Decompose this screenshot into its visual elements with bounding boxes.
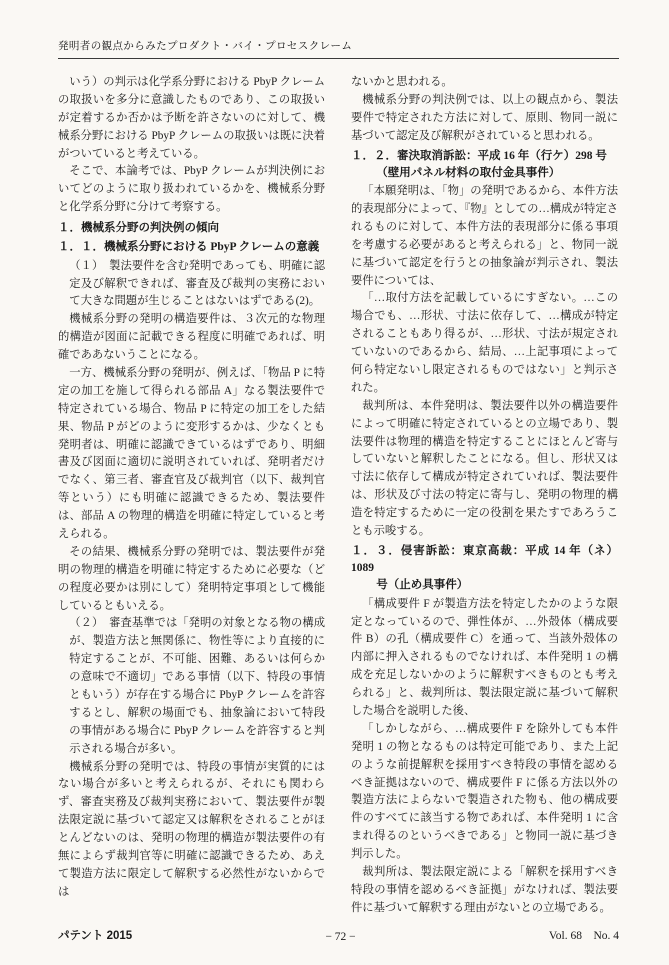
footer-volume-issue: Vol. 68 No. 4 <box>548 930 619 942</box>
subsection-heading-line1: １．２．審決取消訴訟：平成 16 年（行ケ）298 号 <box>351 149 607 162</box>
right-column <box>351 74 618 919</box>
paragraph: 「…取付方法を記載しているにすぎない。…この場合でも、…形状、寸法に依存して、…構成が特定されることもあり得るが、…形状、寸法が規定されていないのであるから、結局、…上記事項によって何ら特定ないし限定されるものではない」と判示された。 <box>351 292 618 394</box>
page-number: − 72 − <box>325 931 356 943</box>
subsection-heading-line2: （壁用パネル材料の取付金具事件） <box>376 166 561 179</box>
two-column-body <box>58 74 619 919</box>
paragraph: 機械系分野の判決例では、以上の観点から、製法要件で特定された方法に対して、原則、物同一説に基づいて認定及び解釈がされていると思われる。 <box>351 93 618 142</box>
left-column <box>58 74 325 919</box>
paragraph: そこで、本論考では、PbyP クレームが判決例においてどのように取り扱われているかを、機械系分野と化学系分野に分けて考察する。 <box>58 165 325 214</box>
paragraph: 裁判所は、製法限定説による「解釈を採用すべき特段の事情を認めるべき証拠」がなければ、製法要件に基づいて解釈する理由がないとの立場である。 <box>351 865 618 914</box>
page-content <box>58 38 619 935</box>
paragraph: （２） 審査基準では「発明の対象となる物の構成が、製造方法と無関係に、物性等により直接的に特定することが、不可能、困難、あるいは何らかの意味で不適切」である事情（以下、特段の事情ともいう）が存在する場合に PbyP クレームを許容するとし、解釈の場面でも、抽象論において特段の事情がある場合に PbyP クレームを許容すると判示される場合が多い。 <box>69 617 325 755</box>
subsection-heading <box>351 543 618 595</box>
subsection-heading-line2: 号（止め具事件） <box>376 579 469 592</box>
section-heading: １．機械系分野の判決例の傾向 <box>58 222 219 235</box>
paragraph: 「構成要件 F が製造方法を特定したかのような限定となっているので、弾性体が、…外殻体（構成要件 B）の孔（構成要件 C）を通って、当該外殻体の内部に押入されるものでなければ、本件発明 1 の構成を充足しないかのように解釈すべきものとも考えられる」と、裁判所は、製法限定説に基づいて解釈した場合を説明した後、 <box>351 597 618 717</box>
page-footer <box>58 927 619 943</box>
paragraph: 「本願発明は、「物」の発明であるから、本件方法的表現部分によって、『物』としての…構成が特定されるものに対して、本件方法的表現部分に係る事項を考慮する必要があると考えられる」と、物同一説に基づいて認定を行うとの抽象論が判示され、製法要件については、 <box>351 185 618 287</box>
subsection-heading <box>351 148 618 183</box>
paragraph: その結果、機械系分野の発明では、製法要件が発明の物理的構造を明確に特定するために必要な（どの程度必要かは別にして）発明特定事項として機能しているともいえる。 <box>58 545 325 612</box>
running-header: 発明者の観点からみたプロダクト・バイ・プロセスクレーム <box>58 38 619 59</box>
paragraph: 裁判所は、本件発明は、製法要件以外の構造要件によって明確に特定されているとの立場であり、製法要件は物理的構造を特定することにほとんど寄与していないと解釈したことになる。但し、形状又は寸法に依存して構成が特定されていれば、製法要件は、形状及び寸法の特定に寄与し、発明の物理的構造を特定するために一定の役割を果たすであろうことも示唆する。 <box>351 399 618 537</box>
paragraph: 機械系分野の発明の構造要件は、３次元的な物理的構造が図面に記載できる程度に明確であれば、明確でああないうことになる。 <box>58 313 325 362</box>
paragraph: 一方、機械系分野の発明が、例えば、「物品 P に特定の加工を施して得られる部品 A」なる製法要件で特定されている場合、物品 P に特定の加工をした結果、物品 P がどのように変形するかは、少なくとも発明者は、明確に認識できているはずであり、明細書及び図面に適切に説明されていれば、発明者だけでなく、第三者、審査官及び裁判官（以下、裁判官等という）にも明確に認識できるため、製法要件は、部品 A の物理的構造を明確に特定していると考えられる。 <box>58 366 325 540</box>
paragraph: （１） 製法要件を含む発明であっても、明確に認定及び解釈できれば、審査及び裁判の実務において大きな問題が生じることはないはずである(2)。 <box>69 259 325 308</box>
subsection-heading-line1: １．３．侵害訴訟：東京高裁：平成 14 年（ネ）1089 <box>351 544 618 575</box>
paragraph: いう）の判示は化学系分野における PbyP クレームの取扱いを多分に意識したものであり、この取扱いが定着するか否かは予断を許さないのに対して、機械系分野における PbyP クレームの取扱いは既に決着がついていると考えている。 <box>58 76 325 160</box>
subsection-heading: １．１．機械系分野における PbyP クレームの意義 <box>58 241 320 254</box>
paragraph: ないかと思われる。 <box>351 76 453 88</box>
paragraph: 「しかしながら、…構成要件 F を除外しても本件発明 1 の物となるものは特定可能であり、また上記のような前提解釈を採用すべき特段の事情を認めるべき証拠はないので、構成要件 F に係る方法以外の製造方法によらないで製造された物も、他の構成要件のすべてに該当する物であれば、本件発明 1 に含まれ得るのというべきである」と物同一説に基づき判示した。 <box>351 722 618 861</box>
footer-journal-name: パテント 2015 <box>58 930 133 942</box>
paragraph: 機械系分野の発明では、特段の事情が実質的にはない場合が多いと考えられるが、それにも関わらず、審査実務及び裁判実務において、製法要件が製法限定説に基づいて認定又は解釈をされることがほとんどないのは、発明の物理的構造が製法要件の有無によらず裁判官等に明確に認識できるため、あえて製造方法に限定して解釈する必然性がないからでは <box>58 760 325 898</box>
